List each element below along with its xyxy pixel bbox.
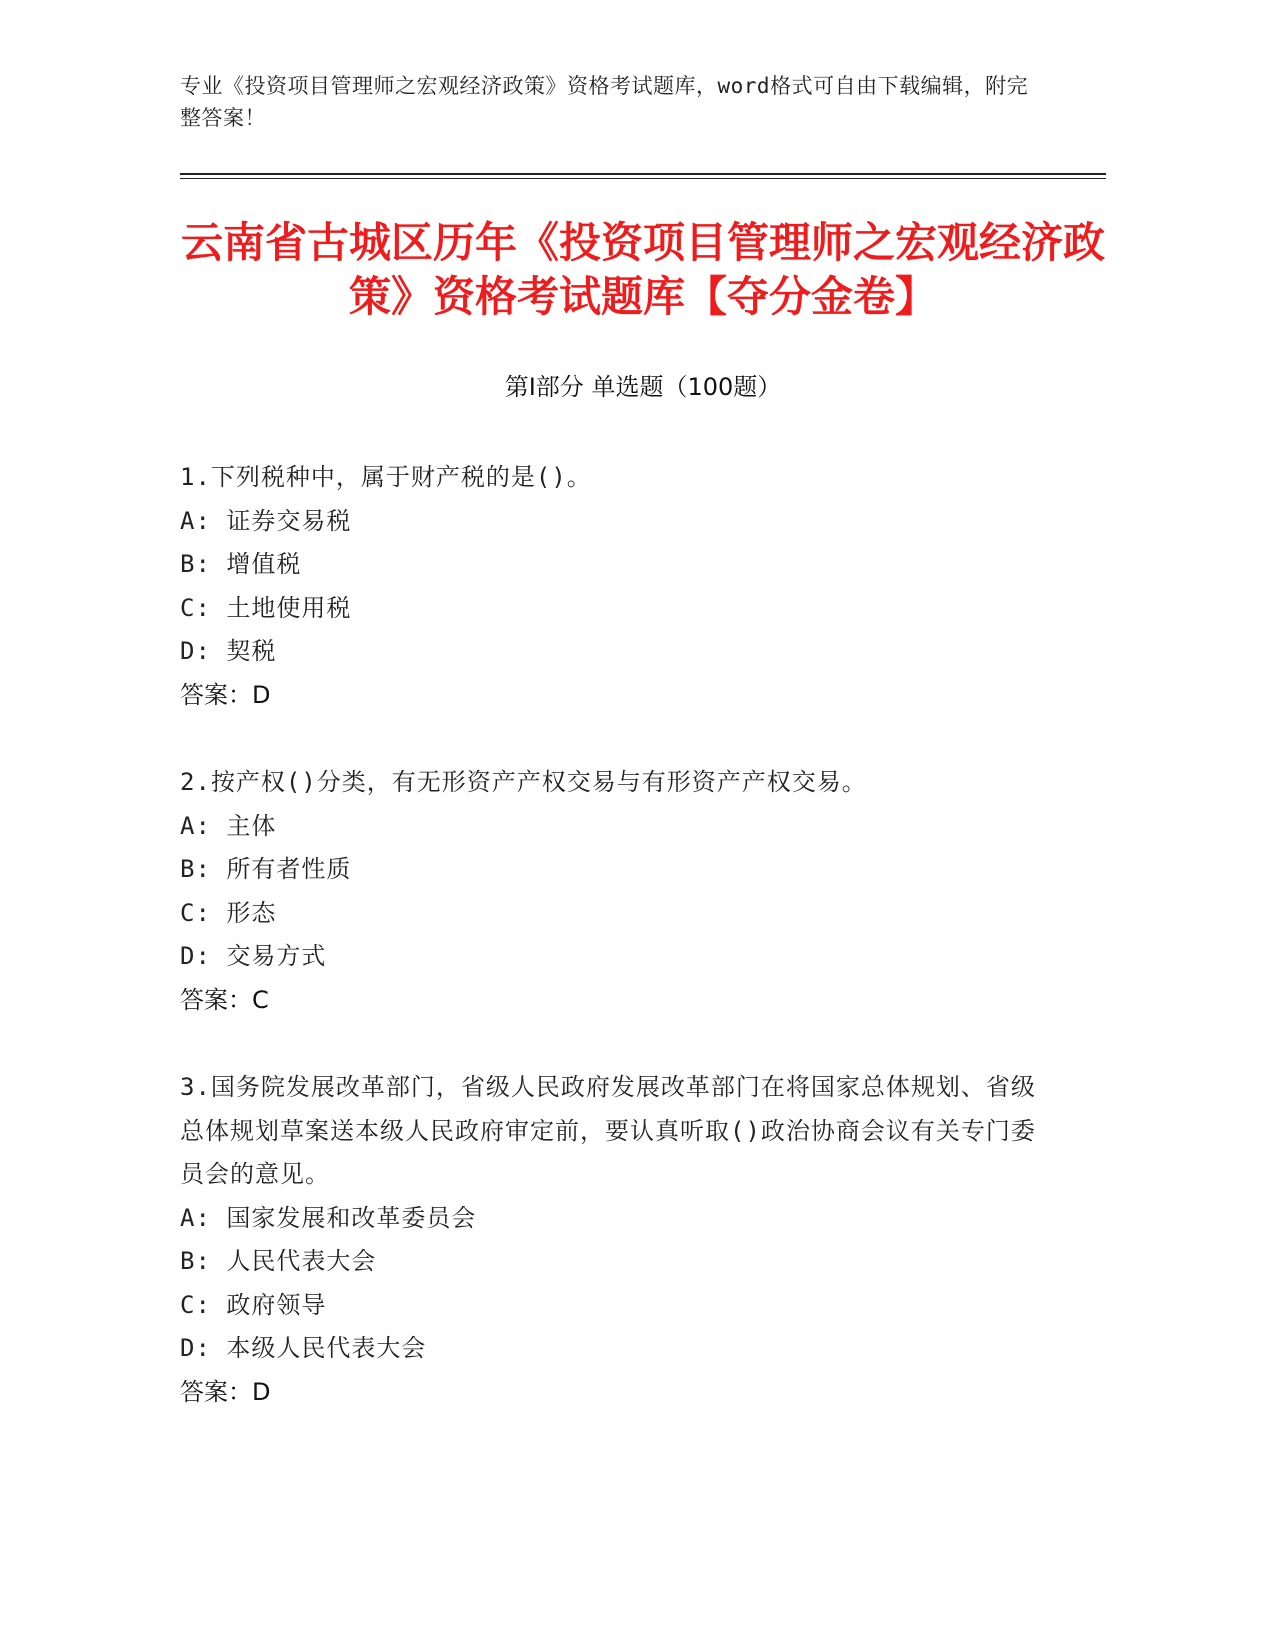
answer: 答案：D: [180, 1377, 271, 1406]
question-stem: 2.按产权()分类，有无形资产产权交易与有形资产产权交易。: [180, 768, 867, 796]
question-2: [180, 761, 1040, 1022]
question-stem: 3.国务院发展改革部门，省级人民政府发展改革部门在将国家总体规划、省级总体规划草案送本级人民政府审定前，要认真听取()政治协商会议有关专门委员会的意见。: [180, 1073, 1036, 1188]
section-title: 第Ⅰ部分 单选题（100题）: [504, 373, 782, 401]
question-1: [180, 456, 1040, 717]
option-c: C: 形态: [180, 898, 277, 927]
question-list: [180, 456, 1040, 1458]
option-a: A: 国家发展和改革委员会: [180, 1203, 477, 1232]
option-c: C: 土地使用税: [180, 593, 352, 622]
answer: 答案：D: [180, 680, 271, 709]
header-rule-thin: [180, 178, 1106, 179]
option-b: B: 所有者性质: [180, 855, 352, 883]
option-d: D: 契税: [180, 637, 277, 665]
question-3: [180, 1066, 1040, 1414]
option-d: D: 交易方式: [180, 942, 327, 970]
option-b: B: 人民代表大会: [180, 1247, 377, 1275]
header-rule-thick: [180, 173, 1106, 175]
document-title: 云南省古城区历年《投资项目管理师之宏观经济政策》资格考试题库【夺分金卷】: [180, 218, 1105, 321]
option-d: D: 本级人民代表大会: [180, 1334, 427, 1362]
option-b: B: 增值税: [180, 550, 302, 578]
answer: 答案：C: [180, 985, 269, 1014]
question-stem: 1.下列税种中，属于财产税的是()。: [180, 463, 592, 491]
header-note: 专业《投资项目管理师之宏观经济政策》资格考试题库，word格式可自由下载编辑，附完整答案！: [180, 74, 1029, 130]
option-a: A: 证券交易税: [180, 506, 352, 535]
option-a: A: 主体: [180, 811, 277, 840]
option-c: C: 政府领导: [180, 1290, 327, 1319]
